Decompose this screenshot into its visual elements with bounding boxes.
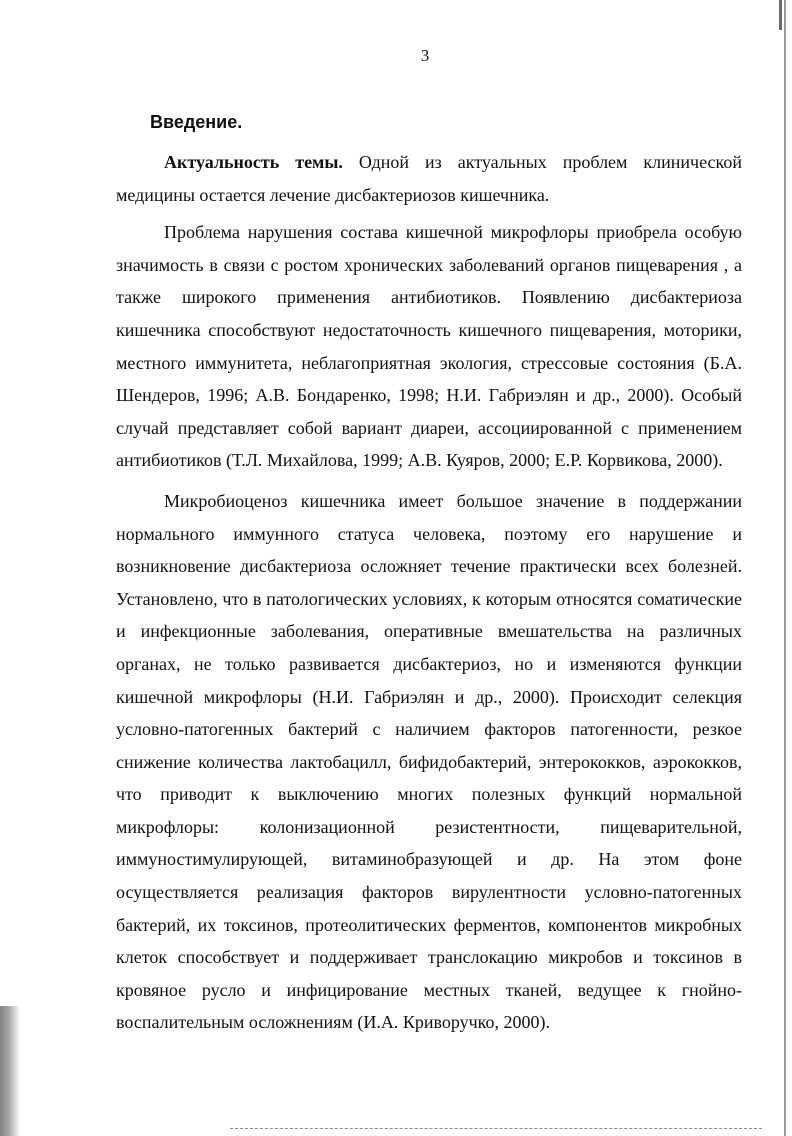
document-body <box>116 108 742 1044</box>
scan-bottom-edge <box>230 1128 762 1130</box>
page-number: 3 <box>420 46 430 65</box>
paragraph-lead: Актуальность темы. <box>164 152 343 172</box>
section-heading: Введение. <box>150 112 243 132</box>
paragraph-microbiocenosis: Микробиоценоз кишечника имеет большое значение в поддержании нормального иммунного статуса человека, поэтому его нарушение и возникновение дисбактериоза осложняет течение практически всех болезней. Установлено, что в патологических условиях, к которым относятся соматические и инфекционные заболевания, оперативные вмешательства на различных органах, не только развивается дисбактериоз, но и изменяются функции кишечной микрофлоры (Н.И. Габриэлян и др., 2000). Происходит селекция условно-патогенных бактерий с наличием факторов патогенности, резкое снижение количества лактобацилл, бифидобактерий, энтерококков, аэрококков, что приводит к выключению многих полезных функций нормальной микрофлоры: колонизационной резистентности, пищеварительной, иммуностимулирующей, витаминобразующей и др. На этом фоне осуществляется реализация факторов вирулентности условно-патогенных бактерий, их токсинов, протеолитических ферментов, компонентов микробных клеток способствует и поддерживает транслокацию микробов и токсинов в кровяное русло и инфицирование местных тканей, ведущее к гнойно-воспалительным осложнениям (И.А. Криворучко, 2000). <box>116 490 742 1033</box>
scan-edge-mark <box>779 0 782 30</box>
paragraph-microflora-problem: Проблема нарушения состава кишечной микрофлоры приобрела особую значимость в связи с ростом хронических заболеваний органов пищеварения , а также широкого применения антибиотиков. Появлению дисбактериоза кишечника способствуют недостаточность кишечного пищеварения, моторики, местного иммунитета, неблагоприятная экология, стрессовые состояния (Б.А. Шендеров, 1996; А.В. Бондаренко, 1998; Н.И. Габриэлян и др., 2000). Особый случай представляет собой вариант диареи, ассоциированной с применением антибиотиков (Т.Л. Михайлова, 1999; А.В. Куяров, 2000; Е.Р. Корвикова, 2000). <box>116 222 742 471</box>
paragraph-relevance <box>116 146 742 211</box>
scan-corner-shadow <box>0 1006 20 1136</box>
paragraph-text: Одной из актуальных проблем клинической медицины остается лечение дисбактериозов кишечника. <box>116 152 742 205</box>
scan-right-edge <box>784 0 786 1136</box>
